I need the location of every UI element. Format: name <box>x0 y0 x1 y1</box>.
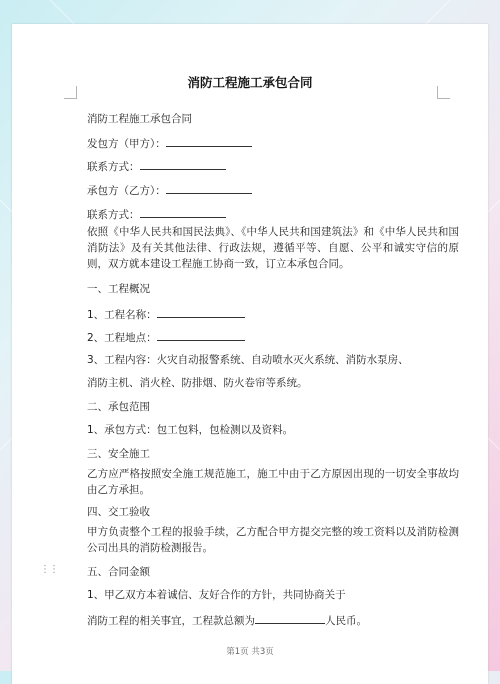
party-a-row <box>87 135 252 151</box>
amount-suffix: 人民币。 <box>325 615 367 627</box>
contract-subtitle: 消防工程施工承包合同 <box>87 113 192 125</box>
page-indicator: 第1页 共3页 <box>226 647 274 657</box>
section-2-heading: 二、承包范围 <box>87 401 150 413</box>
party-b-row <box>87 182 252 198</box>
amount-line-2 <box>87 612 367 628</box>
amount-prefix: 消防工程的相关事宜，工程款总额为 <box>87 615 255 627</box>
drag-handle-icon[interactable]: ⋮⋮ <box>40 564 58 575</box>
contact-b-blank[interactable] <box>140 206 226 218</box>
contact-a-blank[interactable] <box>140 158 226 170</box>
project-content-line-1: 3、工程内容：火灾自动报警系统、自动喷水灭火系统、消防水泵房、 <box>87 354 409 366</box>
contact-b-label: 联系方式： <box>87 209 140 221</box>
acceptance-paragraph: 甲方负责整个工程的报验手续，乙方配合甲方提交完整的竣工资料以及消防检测公司出具的消防检测报告。 <box>87 526 459 554</box>
section-3-heading: 三、安全施工 <box>87 448 150 460</box>
contact-a-row <box>87 158 226 174</box>
intro-paragraph: 依照《中华人民共和国民法典》、《中华人民共和国建筑法》和《中华人民共和国消防法》及有关其他法律、行政法规，遵循平等、自愿、公平和诚实守信的原则，双方就本建设工程施工协商一致，订立本承包合同。 <box>87 226 459 270</box>
party-a-blank[interactable] <box>166 135 252 147</box>
scope-text: 1、承包方式：包工包料，包检测以及资料。 <box>87 424 294 436</box>
party-b-blank[interactable] <box>166 182 252 194</box>
project-name-label: 1、工程名称： <box>87 309 157 321</box>
safety-paragraph: 乙方应严格按照安全施工规范施工，施工中由于乙方原因出现的一切安全事故均由乙方承担。 <box>87 468 459 496</box>
project-location-label: 2、工程地点： <box>87 332 157 344</box>
project-name-blank[interactable] <box>157 306 245 318</box>
project-name-row <box>87 306 245 322</box>
contact-a-label: 联系方式： <box>87 161 140 173</box>
contact-b-row <box>87 206 226 222</box>
party-b-label: 承包方（乙方）： <box>87 185 166 197</box>
project-content-line-2: 消防主机、消火栓、防排烟、防火卷帘等系统。 <box>87 377 308 389</box>
party-a-label: 发包方（甲方）： <box>87 138 166 150</box>
project-location-row <box>87 329 245 345</box>
document-title: 消防工程施工承包合同 <box>187 75 313 90</box>
document-page <box>12 24 488 684</box>
amount-line-1: 1、甲乙双方本着诚信、友好合作的方针，共同协商关于 <box>87 589 346 601</box>
amount-blank[interactable] <box>255 612 325 624</box>
section-5-heading: 五、合同金额 <box>87 566 150 578</box>
section-1-heading: 一、工程概况 <box>87 283 150 295</box>
project-location-blank[interactable] <box>157 329 245 341</box>
section-4-heading: 四、交工验收 <box>87 506 150 518</box>
